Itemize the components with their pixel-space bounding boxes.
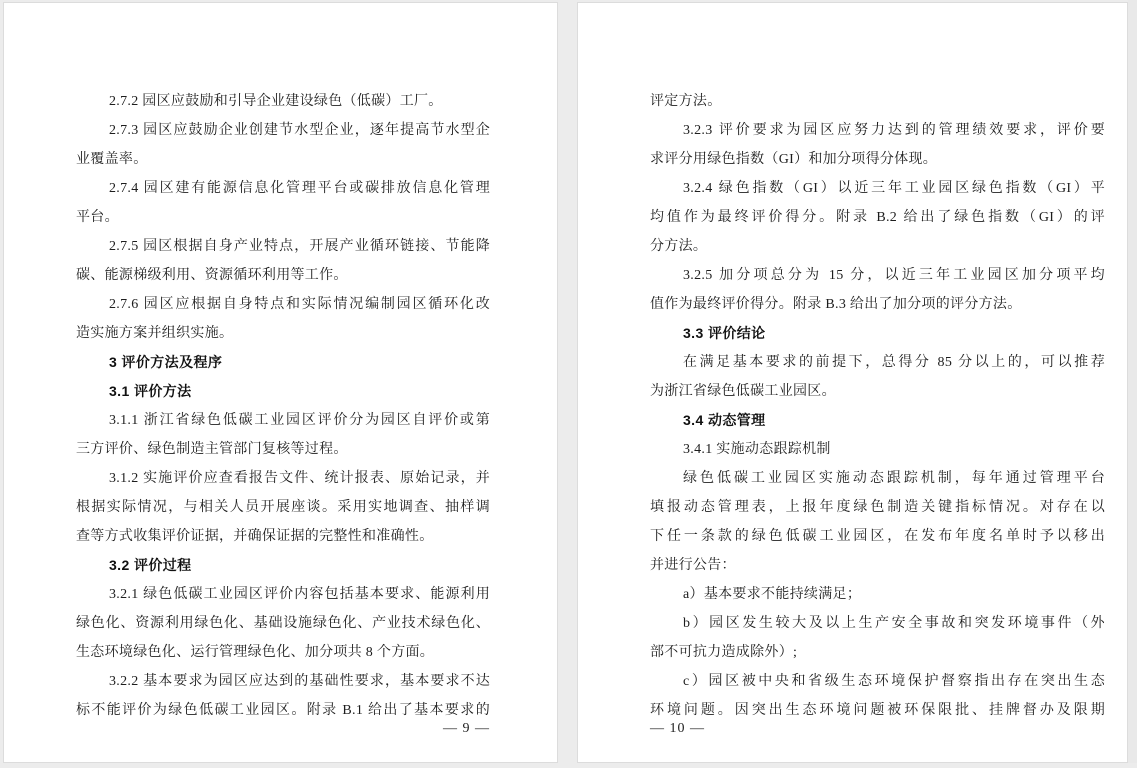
body-text-line: 查等方式收集评价证据，并确保证据的完整性和准确性。 [76,529,434,544]
section-heading-line: 3.4 动态管理 [683,412,766,428]
body-text-line: 3.1.1 浙江省绿色低碳工业园区评价分为园区自评价或第 [109,413,490,428]
body-text-line: 填报动态管理表，上报年度绿色制造关键指标情况。对存在以 [650,500,1105,515]
body-text-line: 根据实际情况，与相关人员开展座谈。采用实地调查、抽样调 [76,500,490,515]
body-text-line: 碳、能源梯级利用、资源循环利用等工作。 [76,268,348,283]
body-text-line: 下任一条款的绿色低碳工业园区，在发布年度名单时予以移出 [650,529,1105,544]
page-10-text-column [650,87,1105,725]
body-text-line: 绿色低碳工业园区实施动态跟踪机制，每年通过管理平台 [683,471,1105,486]
body-text-line: b）园区发生较大及以上生产安全事故和突发环境事件（外 [683,616,1105,631]
body-text-line: 环境问题。因突出生态环境问题被环保限批、挂牌督办及限期 [650,703,1105,718]
body-text-line: 3.2.4 绿色指数（GI）以近三年工业园区绿色指数（GI）平 [683,181,1105,196]
body-text-line: 标不能评价为绿色低碳工业园区。附录 B.1 给出了基本要求的 [76,703,490,718]
scrollbar-gutter[interactable] [1128,0,1137,768]
body-text-line: 2.7.3 园区应鼓励企业创建节水型企业，逐年提高节水型企 [109,123,490,138]
body-text-line: 值作为最终评价得分。附录 B.3 给出了加分项的评分方法。 [650,297,1022,312]
body-text-line: 3.4.1 实施动态跟踪机制 [683,442,831,457]
body-text-line: 2.7.6 园区应根据自身特点和实际情况编制园区循环化改 [109,297,490,312]
body-text-line: 并进行公告： [650,558,736,573]
body-text-line: 2.7.5 园区根据自身产业特点，开展产业循环链接、节能降 [109,239,490,254]
body-text-line: 在满足基本要求的前提下，总得分 85 分以上的，可以推荐 [683,355,1105,370]
body-text-line: 2.7.4 园区建有能源信息化管理平台或碳排放信息化管理 [109,181,490,196]
body-text-line: 评定方法。 [650,94,722,109]
viewer-bottom-edge [0,763,1137,768]
body-text-line: 3.2.3 评价要求为园区应努力达到的管理绩效要求，评价要 [683,123,1105,138]
body-text-line: 均值作为最终评价得分。附录 B.2 给出了绿色指数（GI）的评 [650,210,1105,225]
body-text-line: c）园区被中央和省级生态环境保护督察指出存在突出生态 [683,674,1105,689]
section-heading-line: 3 评价方法及程序 [109,354,223,370]
page-9-number: — 9 — [443,721,490,736]
page-9-text-column [76,87,490,725]
body-text-line: 3.2.5 加分项总分为 15 分，以近三年工业园区加分项平均 [683,268,1105,283]
body-text-line: 平台。 [76,210,119,225]
body-text-line: 2.7.2 园区应鼓励和引导企业建设绿色（低碳）工厂。 [109,94,443,109]
body-text-line: 三方评价、绿色制造主管部门复核等过程。 [76,442,348,457]
body-text-line: a）基本要求不能持续满足； [683,587,862,602]
body-text-line: 求评分用绿色指数（GI）和加分项得分体现。 [650,152,938,167]
body-text-line: 生态环境绿色化、运行管理绿色化、加分项共 8 个方面。 [76,645,435,660]
body-text-line: 部不可抗力造成除外）; [650,645,798,660]
document-page-9 [3,2,558,763]
section-heading-line: 3.1 评价方法 [109,383,192,399]
body-text-line: 绿色化、资源利用绿色化、基础设施绿色化、产业技术绿色化、 [76,616,490,631]
body-text-line: 3.2.1 绿色低碳工业园区评价内容包括基本要求、能源利用 [109,587,490,602]
section-heading-line: 3.3 评价结论 [683,325,766,341]
body-text-line: 业覆盖率。 [76,152,148,167]
body-text-line: 3.2.2 基本要求为园区应达到的基础性要求，基本要求不达 [109,674,490,689]
body-text-line: 分方法。 [650,239,708,254]
section-heading-line: 3.2 评价过程 [109,557,192,573]
body-text-line: 3.1.2 实施评价应查看报告文件、统计报表、原始记录，并 [109,471,490,486]
document-page-10 [577,2,1128,763]
page-10-number: — 10 — [650,721,705,736]
body-text-line: 为浙江省绿色低碳工业园区。 [650,384,836,399]
body-text-line: 造实施方案并组织实施。 [76,326,234,341]
